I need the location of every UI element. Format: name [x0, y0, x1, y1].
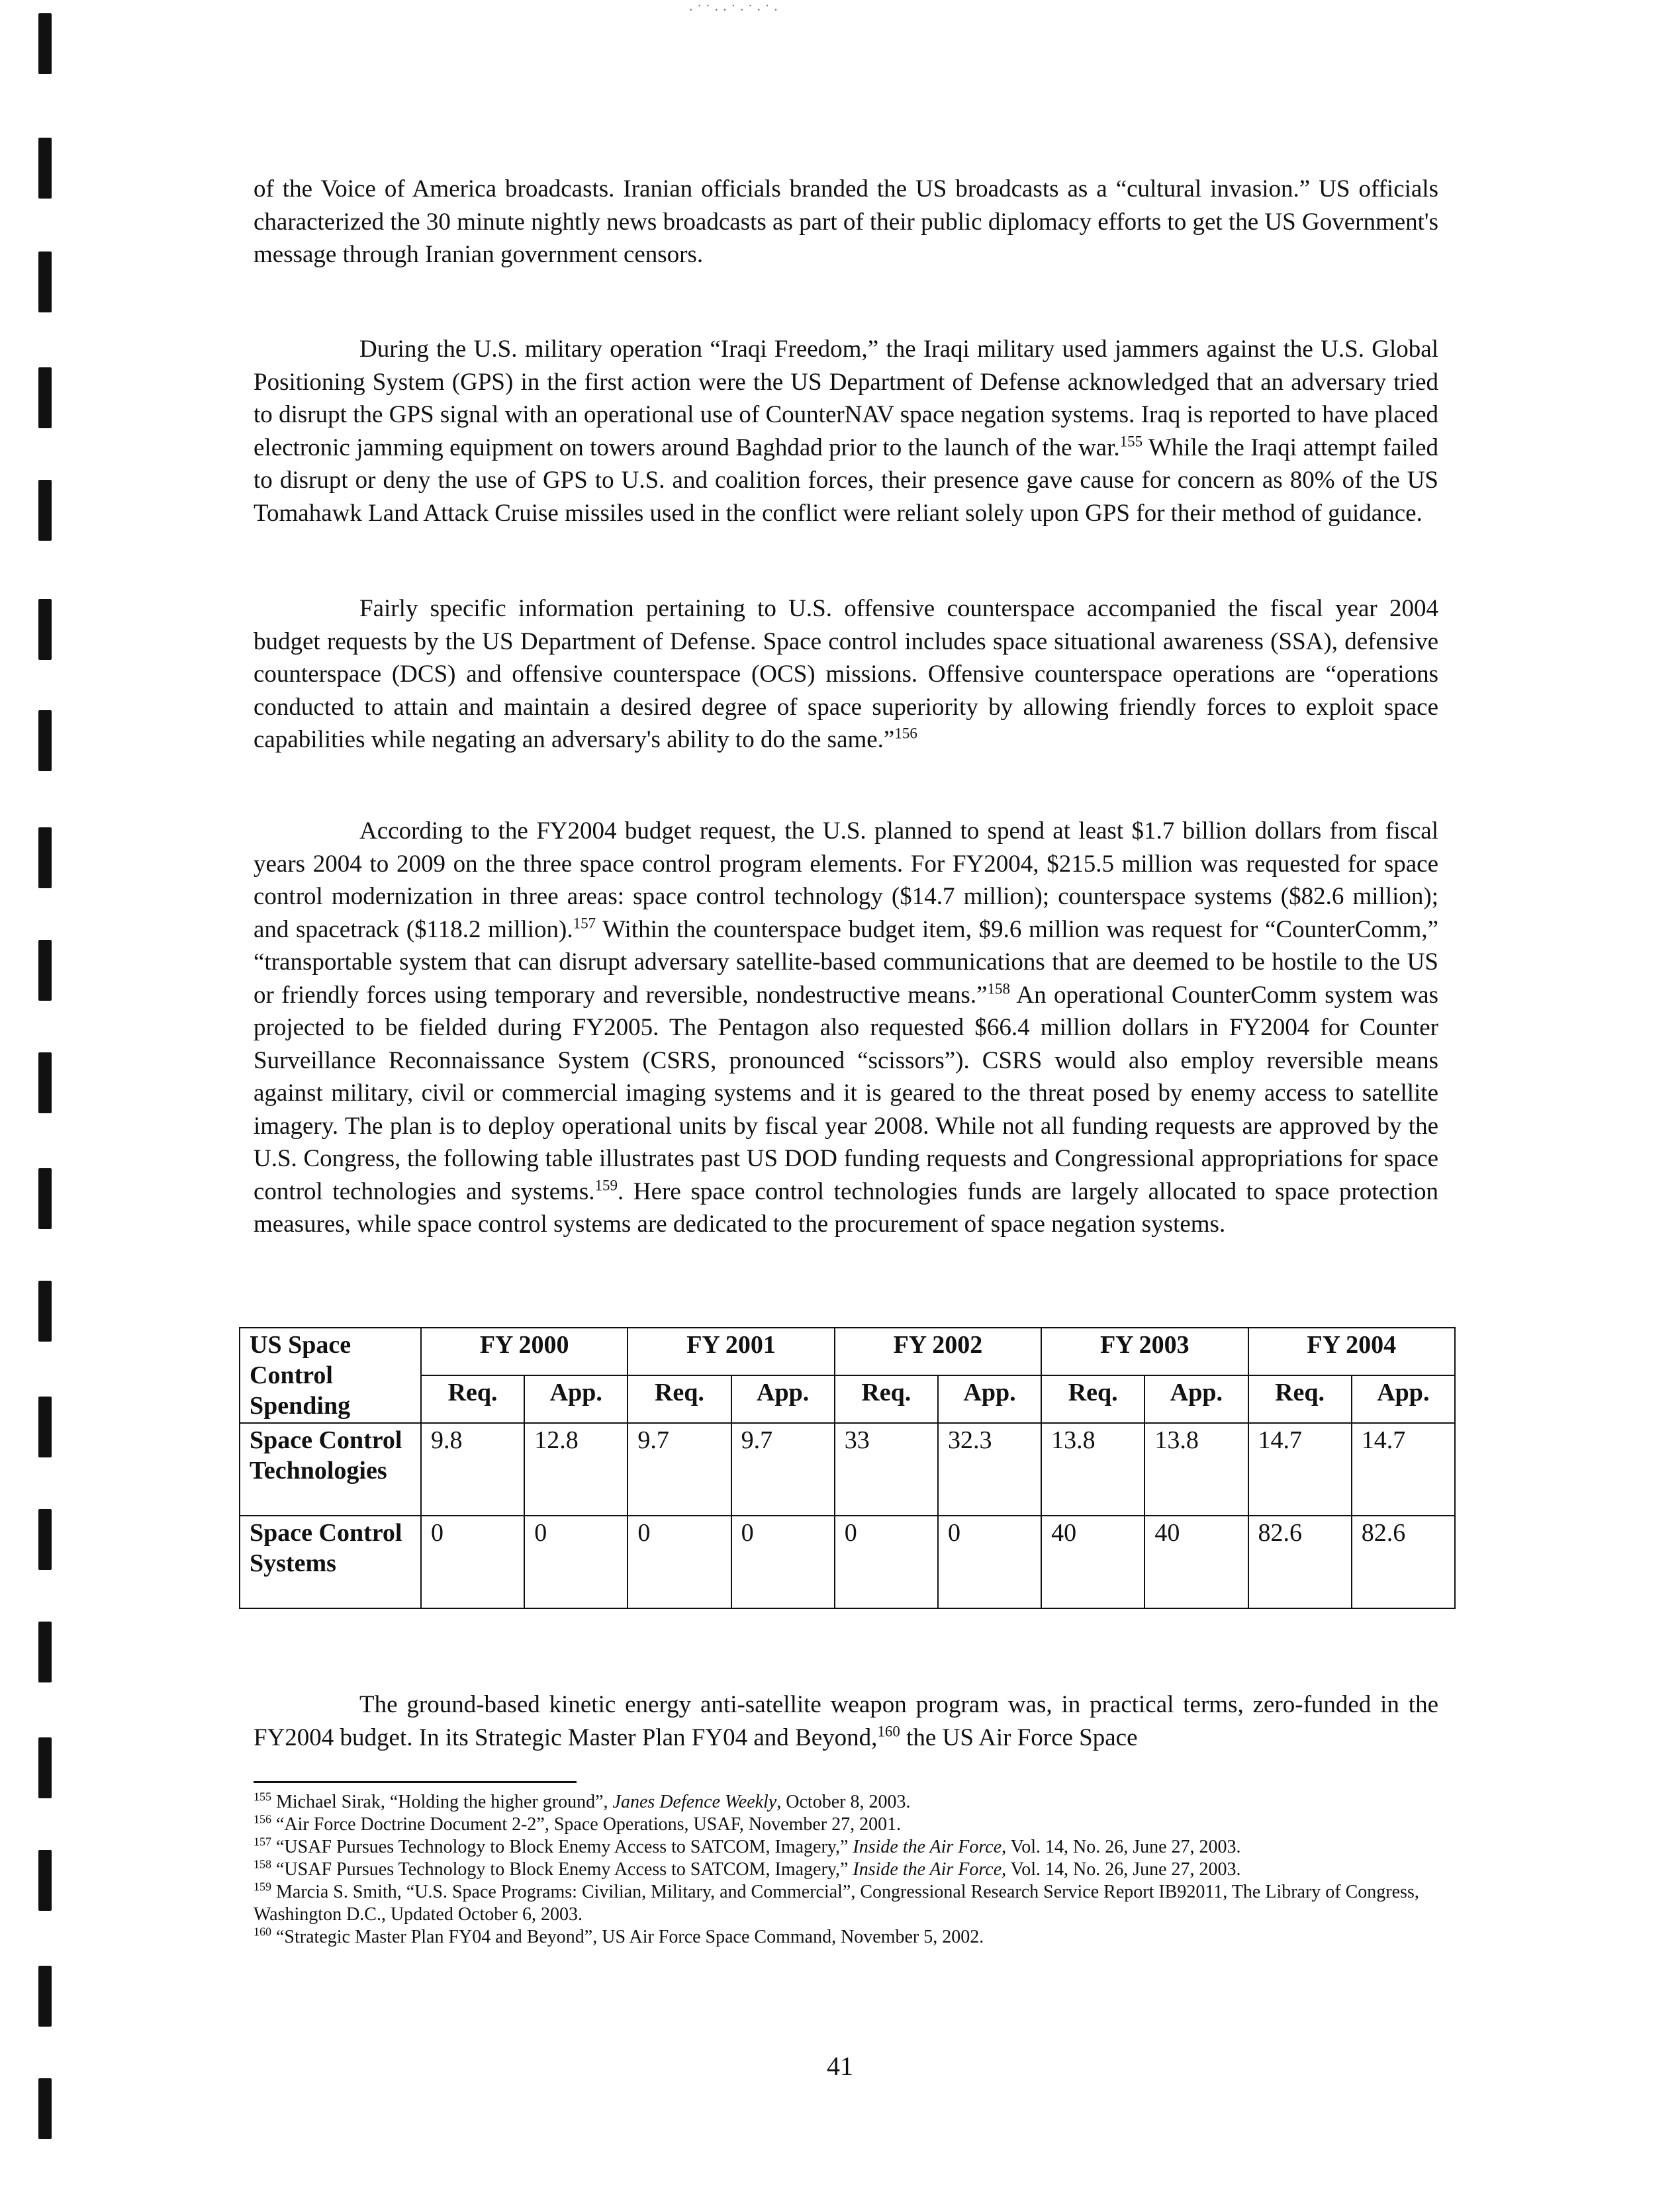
sub-header: App.: [1352, 1375, 1455, 1423]
binder-mark: [38, 1509, 52, 1570]
footnote-text: Marcia S. Smith, “U.S. Space Programs: Civilian, Military, and Commercial”, Congressional Research Service Report IB92011, The Library of Congress, Washington D.C., Updated October 6, 2003.: [254, 1882, 1419, 1925]
footnote: [254, 1859, 1438, 1881]
binder-mark: [38, 252, 52, 312]
binder-mark: [38, 1966, 52, 2027]
footnote: [254, 1814, 1438, 1836]
sub-header: App.: [938, 1375, 1041, 1423]
row-label: Space Control Technologies: [240, 1423, 421, 1516]
table-cell: 0: [421, 1516, 524, 1608]
paragraph-3: [254, 592, 1438, 757]
table-cell: 9.7: [628, 1423, 731, 1516]
table-subheader-row: [240, 1375, 1455, 1423]
footnote-text: “Air Force Doctrine Document 2-2”, Space Operations, USAF, November 27, 2001.: [276, 1814, 902, 1835]
footnote-ref: 155: [1119, 433, 1143, 450]
scan-noise: · ˙ ˙ · · ˙ · ˙ · ˙ ·: [688, 1, 778, 18]
table-cell: 13.8: [1041, 1423, 1144, 1516]
sub-header: Req.: [1041, 1375, 1144, 1423]
binder-mark: [38, 1168, 52, 1229]
binder-mark: [38, 13, 52, 74]
footnote-number: 156: [254, 1812, 271, 1826]
table-cell: 0: [628, 1516, 731, 1608]
footnote-text: , Vol. 14, No. 26, June 27, 2003.: [1002, 1837, 1241, 1857]
footnote-number: 157: [254, 1835, 271, 1849]
paragraph-text: The ground-based kinetic energy anti-satellite weapon program was, in practical terms, zero-funded in the FY2004 budget. In its Strategic Master Plan FY04 and Beyond,: [254, 1691, 1438, 1751]
binder-mark: [38, 2078, 52, 2139]
binder-mark: [38, 367, 52, 428]
table-cell: 9.7: [731, 1423, 835, 1516]
binder-mark: [38, 710, 52, 771]
binder-mark: [38, 1850, 52, 1911]
footnote: [254, 1881, 1438, 1926]
paragraph-1: [254, 173, 1438, 271]
year-header: FY 2003: [1041, 1328, 1248, 1375]
table-cell: 14.7: [1248, 1423, 1352, 1516]
sub-header: Req.: [1248, 1375, 1352, 1423]
footnote-italic: Inside the Air Force: [853, 1837, 1002, 1857]
sub-header: App.: [1144, 1375, 1248, 1423]
paragraph-text: An operational CounterComm system was projected to be fielded during FY2005. The Pentagon also requested $66.4 million dollars in FY2004 for Counter Surveillance Reconnaissance System (CSRS, pronounced “scissors”). CSRS would also employ reversible means against military, civil or commercial imaging systems and it is geared to the threat posed by enemy access to satellite imagery. The plan is to deploy operational units by fiscal year 2008. While not all funding requests are approved by the U.S. Congress, the following table illustrates past US DOD funding requests and Congressional appropriations for space control technologies and systems.: [254, 981, 1438, 1205]
year-header: FY 2002: [835, 1328, 1041, 1375]
table-cell: 0: [938, 1516, 1041, 1608]
sub-header: Req.: [835, 1375, 938, 1423]
space-control-spending-table: [239, 1327, 1456, 1609]
binder-mark: [38, 1281, 52, 1342]
table-cell: 9.8: [421, 1423, 524, 1516]
row-label: Space Control Systems: [240, 1516, 421, 1608]
paragraph-text: of the Voice of America broadcasts. Iranian officials branded the US broadcasts as a “cultural invasion.” US officials characterized the 30 minute nightly news broadcasts as part of their public diplomacy efforts to get the US Government's message through Iranian government censors.: [254, 175, 1438, 268]
binder-mark: [38, 599, 52, 660]
binder-mark: [38, 1622, 52, 1682]
table-header-row: [240, 1328, 1455, 1375]
footnote-text: “Strategic Master Plan FY04 and Beyond”, US Air Force Space Command, November 5, 2002.: [276, 1927, 984, 1947]
footnotes: [254, 1791, 1438, 1949]
table-row: [240, 1423, 1455, 1516]
footnote-number: 159: [254, 1880, 271, 1894]
binder-mark: [38, 480, 52, 541]
paragraph-text: the US Air Force Space: [900, 1723, 1138, 1751]
binder-mark: [38, 1737, 52, 1798]
sub-header: App.: [524, 1375, 628, 1423]
table-cell: 14.7: [1352, 1423, 1455, 1516]
binder-mark: [38, 1052, 52, 1113]
table-cell: 0: [835, 1516, 938, 1608]
year-header: FY 2004: [1248, 1328, 1456, 1375]
year-header: FY 2000: [421, 1328, 628, 1375]
footnote-ref: 160: [877, 1723, 900, 1740]
table-cell: 40: [1144, 1516, 1248, 1608]
table-cell: 12.8: [524, 1423, 628, 1516]
table-corner-cell: US Space Control Spending: [240, 1328, 421, 1423]
footnote-number: 155: [254, 1790, 271, 1804]
footnote-ref: 159: [594, 1177, 618, 1194]
footnote-number: 158: [254, 1857, 271, 1871]
binder-mark: [38, 827, 52, 888]
table-cell: 0: [524, 1516, 628, 1608]
table-cell: 13.8: [1144, 1423, 1248, 1516]
paragraph-text: During the U.S. military operation “Iraqi Freedom,” the Iraqi military used jammers against the U.S. Global Positioning System (GPS) in the first action were the US Department of Defense acknowledged that an adversary tried to disrupt the GPS signal with an operational use of CounterNAV space negation systems. Iraq is reported to have placed electronic jamming equipment on towers around Baghdad prior to the launch of the war.: [254, 336, 1438, 461]
footnote: [254, 1926, 1438, 1949]
footnote-ref: 157: [573, 915, 596, 932]
binder-mark: [38, 138, 52, 199]
footnote-divider: [254, 1781, 577, 1783]
binder-mark: [38, 940, 52, 1001]
paragraph-4: [254, 815, 1438, 1241]
footnote: [254, 1836, 1438, 1859]
table-row: [240, 1516, 1455, 1608]
year-header: FY 2001: [628, 1328, 834, 1375]
paragraph-text: Within the counterspace budget item, $9.6 million was request for “CounterComm,” “transportable system that can disrupt adversary satellite-based communications that are deemed to be hostile to the US or friendly forces using temporary and reversible, nondestructive means.”: [254, 915, 1438, 1009]
sub-header: Req.: [628, 1375, 731, 1423]
page-number: 41: [827, 2051, 853, 2081]
table-cell: 82.6: [1352, 1516, 1455, 1608]
paragraph-text: While the Iraqi attempt failed to disrupt or deny the use of GPS to U.S. and coalition forces, their presence gave cause for concern as 80% of the US Tomahawk Land Attack Cruise missiles used in the conflict were reliant solely upon GPS for their method of guidance.: [254, 434, 1438, 527]
footnote-ref: 158: [987, 980, 1011, 997]
footnote-italic: Inside the Air Force: [853, 1859, 1002, 1880]
footnote-text: , October 8, 2003.: [776, 1792, 911, 1812]
table-cell: 0: [731, 1516, 835, 1608]
paragraph-5: [254, 1688, 1438, 1754]
paragraph-text: Fairly specific information pertaining to U.S. offensive counterspace accompanied the fiscal year 2004 budget requests by the US Department of Defense. Space control includes space situational awareness (SSA), defensive counterspace (DCS) and offensive counterspace (OCS) missions. Offensive counterspace operations are “operations conducted to attain and maintain a desired degree of space superiority by allowing friendly forces to exploit space capabilities while negating an adversary's ability to do the same.”: [254, 595, 1438, 753]
table-cell: 82.6: [1248, 1516, 1352, 1608]
footnote-text: “USAF Pursues Technology to Block Enemy Access to SATCOM, Imagery,”: [276, 1859, 853, 1880]
paragraph-2: [254, 333, 1438, 529]
footnote-ref: 156: [894, 725, 917, 742]
footnote-number: 160: [254, 1925, 271, 1939]
table-cell: 40: [1041, 1516, 1144, 1608]
paragraph-text: According to the FY2004 budget request, the U.S. planned to spend at least $1.7 billion dollars from fiscal years 2004 to 2009 on the three space control program elements. For FY2004, $215.5 million was requested for space control modernization in three areas: space control technology ($14.7 million); counterspace systems ($82.6 million); and spacetrack ($118.2 million).: [254, 817, 1438, 943]
table-cell: 33: [835, 1423, 938, 1516]
paragraph-text: . Here space control technologies funds are largely allocated to space protection measures, while space control systems are dedicated to the procurement of space negation systems.: [254, 1177, 1438, 1238]
binder-mark: [38, 1397, 52, 1457]
footnote-text: Michael Sirak, “Holding the higher ground”,: [276, 1792, 613, 1812]
footnote-italic: Janes Defence Weekly: [612, 1792, 777, 1812]
footnote-text: “USAF Pursues Technology to Block Enemy Access to SATCOM, Imagery,”: [276, 1837, 853, 1857]
footnote-text: , Vol. 14, No. 26, June 27, 2003.: [1002, 1859, 1241, 1880]
sub-header: Req.: [421, 1375, 524, 1423]
footnote: [254, 1791, 1438, 1814]
sub-header: App.: [731, 1375, 835, 1423]
table-cell: 32.3: [938, 1423, 1041, 1516]
